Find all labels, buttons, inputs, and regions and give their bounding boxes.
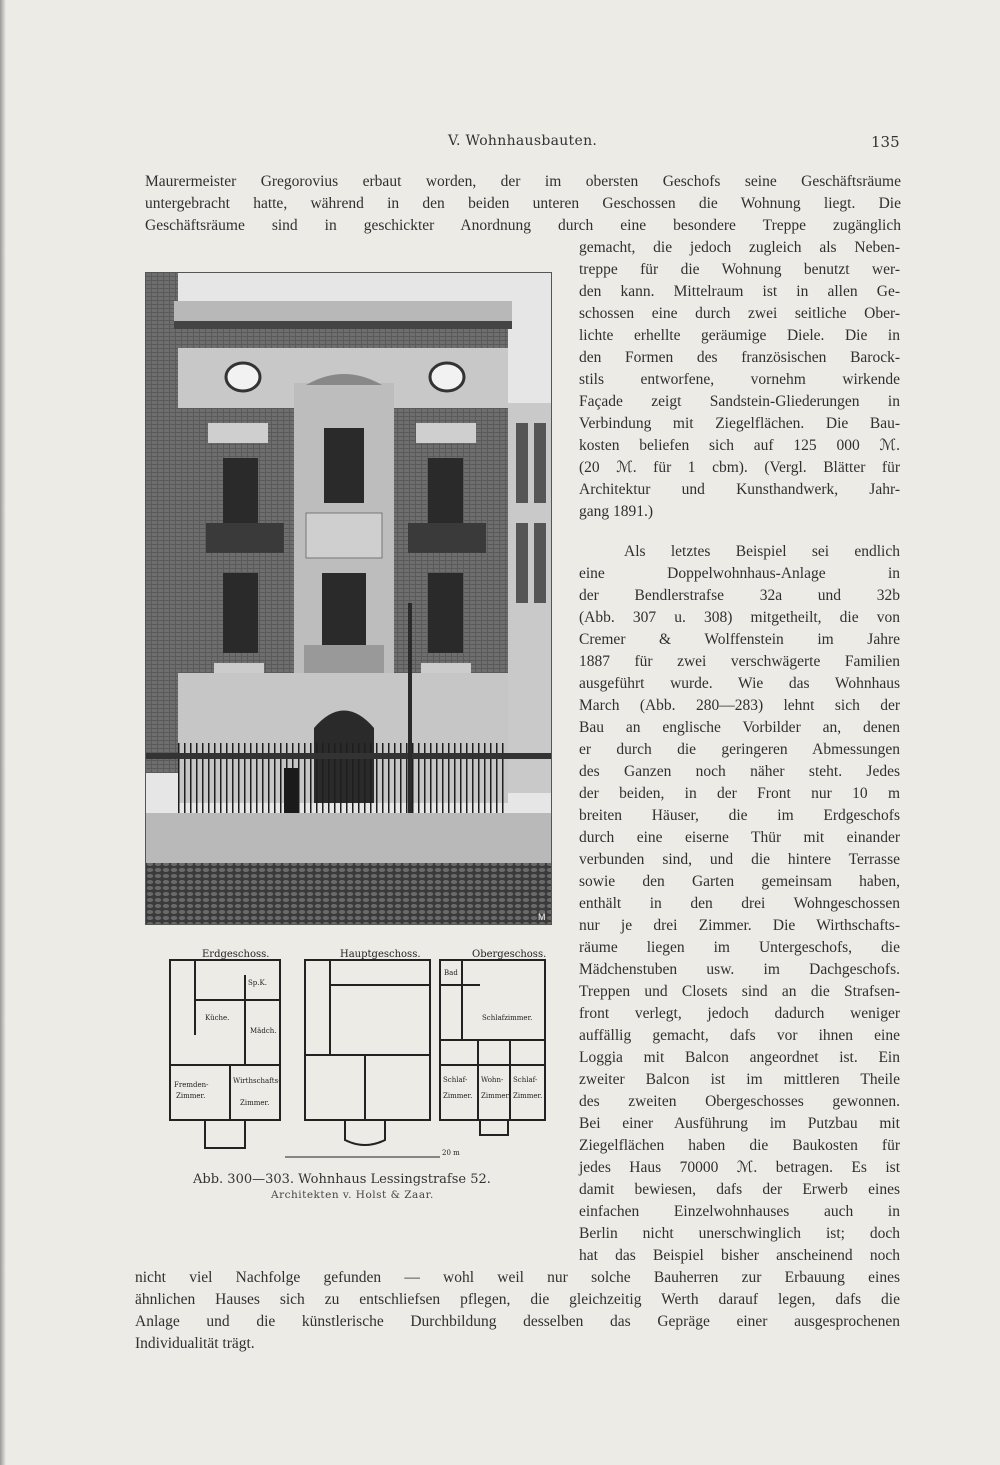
room-madch: Mädch. — [250, 1027, 277, 1035]
body-line: Anlage und die künstlerische Durchbildung desselben das Gepräge einer ausgesprochenen — [135, 1313, 900, 1330]
column-line: gang 1891.) — [579, 503, 654, 520]
room-wohn: Wohn- — [481, 1076, 504, 1084]
figure-caption: Abb. 300—303. Wohnhaus Lessingstrafse 52. — [193, 1172, 491, 1187]
column-line: Ziegelflächen haben die Baukosten für — [579, 1137, 900, 1154]
column-line: Façade zeigt Sandstein-Gliederungen in — [579, 393, 900, 410]
room-schlafzimmer: Schlafzimmer. — [482, 1014, 533, 1022]
room-kuche: Küche. — [205, 1014, 230, 1022]
floor-plans — [160, 945, 560, 1165]
column-line: hat das Beispiel bisher anscheinend noch — [579, 1247, 900, 1264]
facade-photograph — [145, 272, 552, 925]
column-line: schossen eine durch zwei seitliche Ober- — [579, 305, 900, 322]
column-line: durch eine eiserne Thür mit einander — [579, 829, 900, 846]
column-line: enthält in den drei Wohngeschossen — [579, 895, 900, 912]
column-line: stils entworfene, vornehm wirkende — [579, 371, 900, 388]
body-line: nicht viel Nachfolge gefunden — wohl weil nur solche Bauherren zur Erbauung eines — [135, 1269, 900, 1286]
page-number: 135 — [871, 133, 900, 151]
floor-plans-drawing — [160, 945, 560, 1165]
column-line: auffällig gemacht, dafs vor ihnen eine — [579, 1027, 900, 1044]
plan-label-erdgeschoss: Erdgeschoss. — [202, 949, 270, 960]
plan-label-hauptgeschoss: Hauptgeschoss. — [340, 949, 421, 960]
body-line: untergebracht hatte, während in den beiden unteren Geschossen die Wohnung liegt. Die — [145, 195, 901, 212]
column-line: kosten beliefen sich auf 125 000 ℳ. — [579, 437, 900, 454]
column-line: treppe für die Wohnung benutzt wer- — [579, 261, 900, 278]
room-sp-k: Sp.K. — [248, 979, 267, 987]
column-line: verbunden sind, und die hintere Terrasse — [579, 851, 900, 868]
room-schlaf-right: Schlaf- — [513, 1076, 538, 1084]
room-zimmer-left: Zimmer. — [443, 1092, 473, 1100]
column-line: der Bendlerstrafse 32a und 32b — [579, 587, 900, 604]
column-line: Mädchenstuben usw. im Dachgeschofs. — [579, 961, 900, 978]
column-line: Architektur und Kunsthandwerk, Jahr- — [579, 481, 900, 498]
column-line: jedes Haus 70000 ℳ. betragen. Es ist — [579, 1159, 900, 1176]
column-line: den kann. Mittelraum ist in allen Ge- — [579, 283, 900, 300]
body-line: Maurermeister Gregorovius erbaut worden, der im obersten Geschofs seine Geschäftsräume — [145, 173, 901, 190]
column-line: gemacht, die jedoch zugleich als Neben- — [579, 239, 900, 256]
column-line: räume liegen im Untergeschofs, die — [579, 939, 900, 956]
column-line: damit bewiesen, dafs der Erwerb eines — [579, 1181, 900, 1198]
photo-mark: M — [538, 912, 546, 922]
column-line: eine Doppelwohnhaus-Anlage in — [579, 565, 900, 582]
room-wirthschafts-zimmer: Zimmer. — [240, 1099, 270, 1107]
column-line: sowie den Garten gemeinsam haben, — [579, 873, 900, 890]
room-fremden: Fremden- — [174, 1081, 209, 1089]
room-fremden-zimmer: Zimmer. — [176, 1092, 206, 1100]
column-line: 1887 für zwei verschwägerte Familien — [579, 653, 900, 670]
column-line: Berlin nicht unerschwinglich ist; doch — [579, 1225, 900, 1242]
column-line: er durch die geringeren Abmessungen — [579, 741, 900, 758]
plan-label-obergeschoss: Obergeschoss. — [472, 949, 547, 960]
column-line: zweiter Balcon ist im mittleren Theile — [579, 1071, 900, 1088]
scale-label: 20 m — [442, 1149, 460, 1157]
column-line: Cremer & Wolffenstein im Jahre — [579, 631, 900, 648]
room-wirthschafts: Wirthschafts- — [233, 1077, 281, 1085]
body-line: ähnlichen Hauses sich zu entschliefsen pflegen, die gleichzeitig Werth darauf legen, dafs die — [135, 1291, 900, 1308]
room-zimmer-middle: Zimmer. — [481, 1092, 511, 1100]
column-line: Bei einer Ausführung im Putzbau mit — [579, 1115, 900, 1132]
column-line: March (Abb. 280—283) lehnt sich der — [579, 697, 900, 714]
column-line: des zweiten Obergeschosses gewonnen. — [579, 1093, 900, 1110]
column-line: Als letztes Beispiel sei endlich — [624, 543, 900, 560]
room-zimmer-right: Zimmer. — [513, 1092, 543, 1100]
column-line: den Formen des französischen Barock- — [579, 349, 900, 366]
column-line: breiten Häuser, die im Erdgeschofs — [579, 807, 900, 824]
facade-drawing — [146, 273, 551, 924]
column-line: des Ganzen noch näher steht. Jedes — [579, 763, 900, 780]
column-line: (20 ℳ. für 1 cbm). (Vergl. Blätter für — [579, 459, 900, 476]
column-line: Verbindung mit Ziegelflächen. Die Bau- — [579, 415, 900, 432]
column-line: front verlegt, jedoch dadurch weniger — [579, 1005, 900, 1022]
column-line: nur je drei Zimmer. Die Wirthschafts- — [579, 917, 900, 934]
column-line: Bau an englische Vorbilder an, denen — [579, 719, 900, 736]
column-line: einfachen Einzelwohnhauses auch in — [579, 1203, 900, 1220]
column-line: Loggia mit Balcon angeordnet ist. Ein — [579, 1049, 900, 1066]
column-line: (Abb. 307 u. 308) mitgetheilt, die von — [579, 609, 900, 626]
running-header: V. Wohnhausbauten. — [448, 133, 598, 149]
column-line: lichte erhellte geräumige Diele. Die in — [579, 327, 900, 344]
column-line: der beiden, in der Front nur 10 m — [579, 785, 900, 802]
body-line: Geschäftsräume sind in geschickter Anordnung durch eine besondere Treppe zugänglich — [145, 217, 901, 234]
room-schlaf-left: Schlaf- — [443, 1076, 468, 1084]
figure-credit: Architekten v. Holst & Zaar. — [271, 1189, 434, 1201]
page-edge-shadow — [0, 0, 6, 1465]
room-bad: Bad — [444, 969, 458, 977]
body-line: Individualität trägt. — [135, 1335, 255, 1352]
column-line: ausgeführt wurde. Wie das Wohnhaus — [579, 675, 900, 692]
column-line: Treppen und Closets sind an die Strafsen- — [579, 983, 900, 1000]
